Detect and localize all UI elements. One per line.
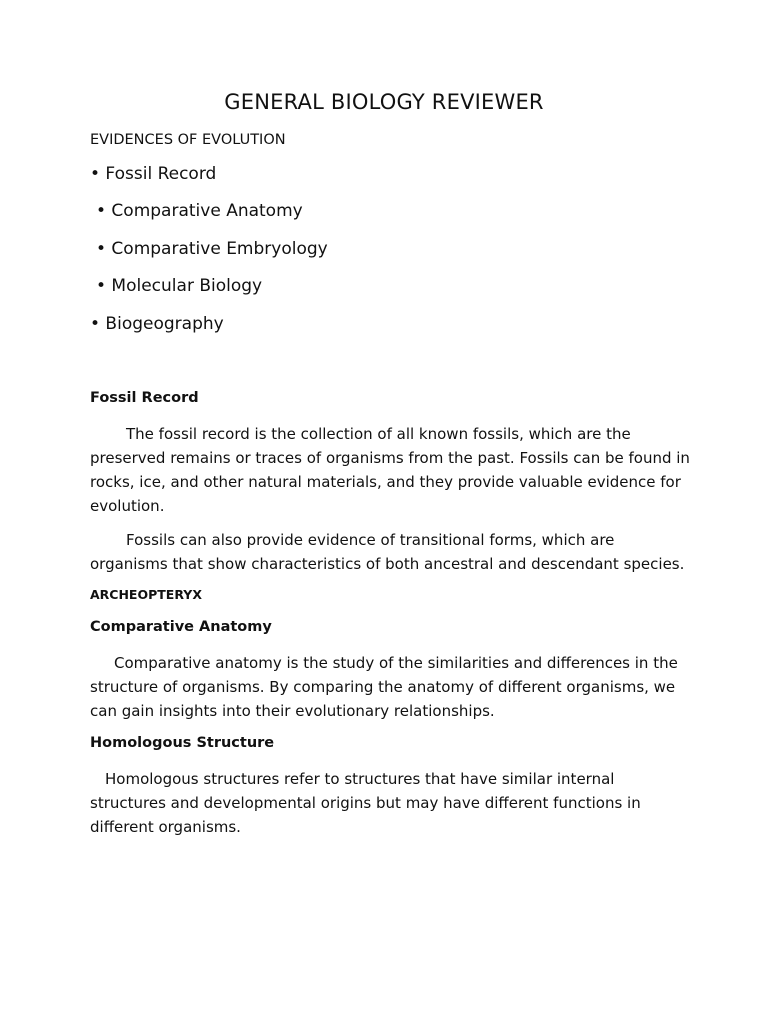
bullet-comparative-anatomy: • Comparative Anatomy: [96, 201, 303, 221]
paragraph-fossil-record-1: The fossil record is the collection of all known fossils, which are the preserved remains or traces of organisms from the past. Fossils can be found in rocks, ice, and other natural materials, and they provide valuable evidence for evolution.: [90, 425, 690, 515]
section-subtitle: EVIDENCES OF EVOLUTION: [90, 132, 286, 148]
paragraph-comparative-anatomy: Comparative anatomy is the study of the similarities and differences in the structure of organisms. By comparing the anatomy of different organisms, we can gain insights into their evolutionary relationships.: [90, 654, 678, 720]
heading-archeopteryx: ARCHEOPTERYX: [90, 587, 202, 602]
bullet-comparative-embryology: • Comparative Embryology: [96, 239, 328, 259]
paragraph-fossil-record-2: Fossils can also provide evidence of transitional forms, which are organisms that show characteristics of both ancestral and descendant species.: [90, 531, 685, 573]
bullet-fossil-record: • Fossil Record: [90, 164, 217, 184]
paragraph-homologous-structure: Homologous structures refer to structures that have similar internal structures and developmental origins but may have different functions in different organisms.: [90, 770, 641, 836]
heading-comparative-anatomy: Comparative Anatomy: [90, 619, 272, 635]
bullet-biogeography: • Biogeography: [90, 314, 224, 334]
page-title: GENERAL BIOLOGY REVIEWER: [224, 90, 544, 114]
bullet-molecular-biology: • Molecular Biology: [96, 276, 263, 296]
heading-homologous-structure: Homologous Structure: [90, 735, 275, 751]
heading-fossil-record: Fossil Record: [90, 390, 199, 406]
